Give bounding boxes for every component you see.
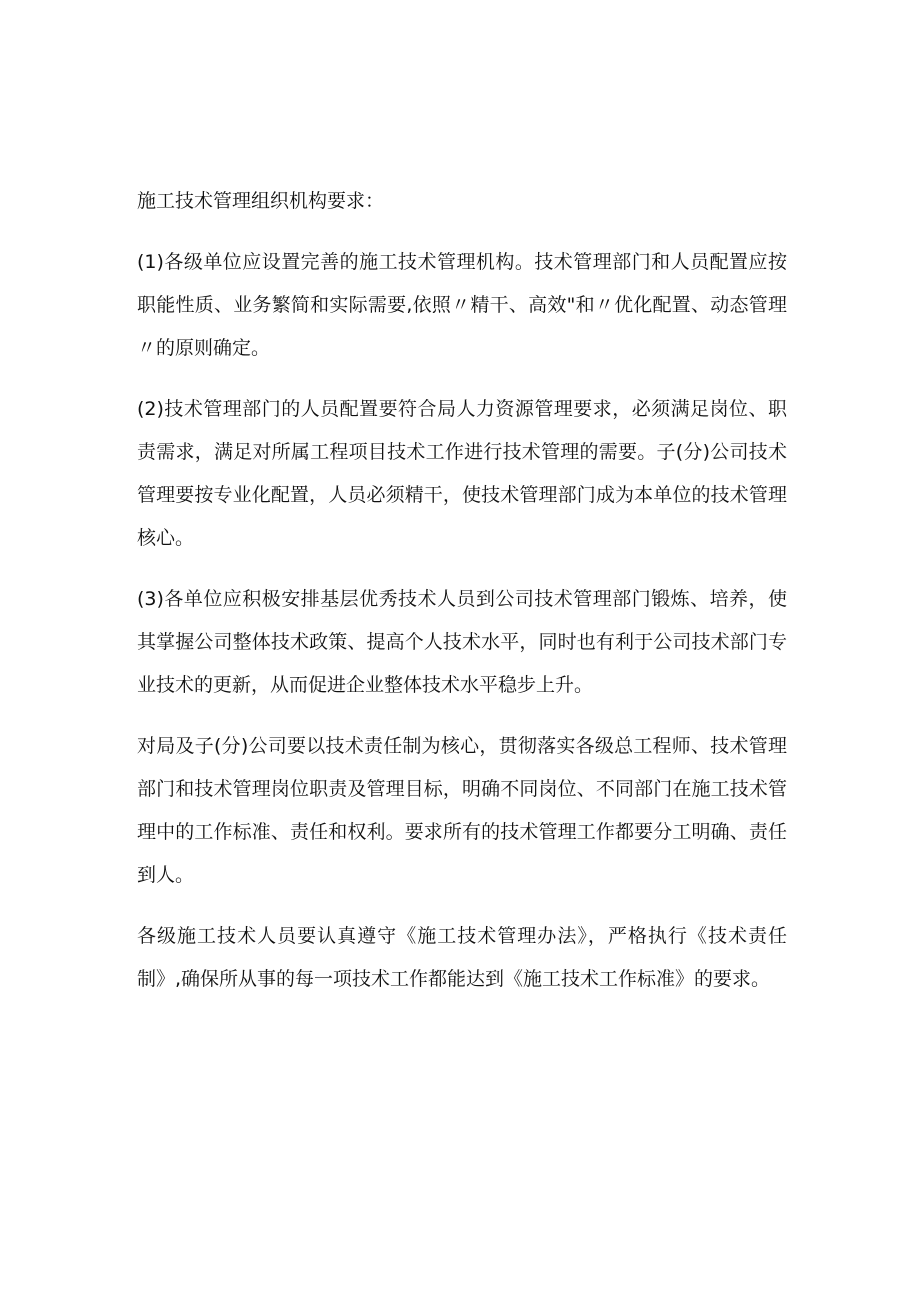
document-body bbox=[137, 180, 787, 1019]
paragraph-3: (3)各单位应积极安排基层优秀技术人员到公司技术管理部门锻炼、培养，使其掌握公司整体技术政策、提高个人技术水平，同时也有利于公司技术部门专业技术的更新，从而促进企业整体技术水平稳步上升。 bbox=[137, 588, 787, 696]
document-heading: 施工技术管理组织机构要求： bbox=[137, 190, 385, 212]
paragraph-4: 对局及子(分)公司要以技术责任制为核心，贯彻落实各级总工程师、技术管理部门和技术管理岗位职责及管理目标，明确不同岗位、不同部门在施工技术管理中的工作标准、责任和权利。要求所有的技术管理工作都要分工明确、责任到人。 bbox=[137, 735, 787, 886]
paragraph-5: 各级施工技术人员要认真遵守《施工技术管理办法》，严格执行《技术责任制》,确保所从事的每一项技术工作都能达到《施工技术工作标准》的要求。 bbox=[137, 925, 787, 990]
paragraph-2: (2)技术管理部门的人员配置要符合局人力资源管理要求，必须满足岗位、职责需求，满足对所属工程项目技术工作进行技术管理的需要。子(分)公司技术管理要按专业化配置，人员必须精干，使技术管理部门成为本单位的技术管理核心。 bbox=[137, 398, 787, 549]
paragraph-1: (1)各级单位应设置完善的施工技术管理机构。技术管理部门和人员配置应按职能性质、业务繁简和实际需要,依照〃精干、高效"和〃优化配置、动态管理〃的原则确定。 bbox=[137, 251, 787, 359]
